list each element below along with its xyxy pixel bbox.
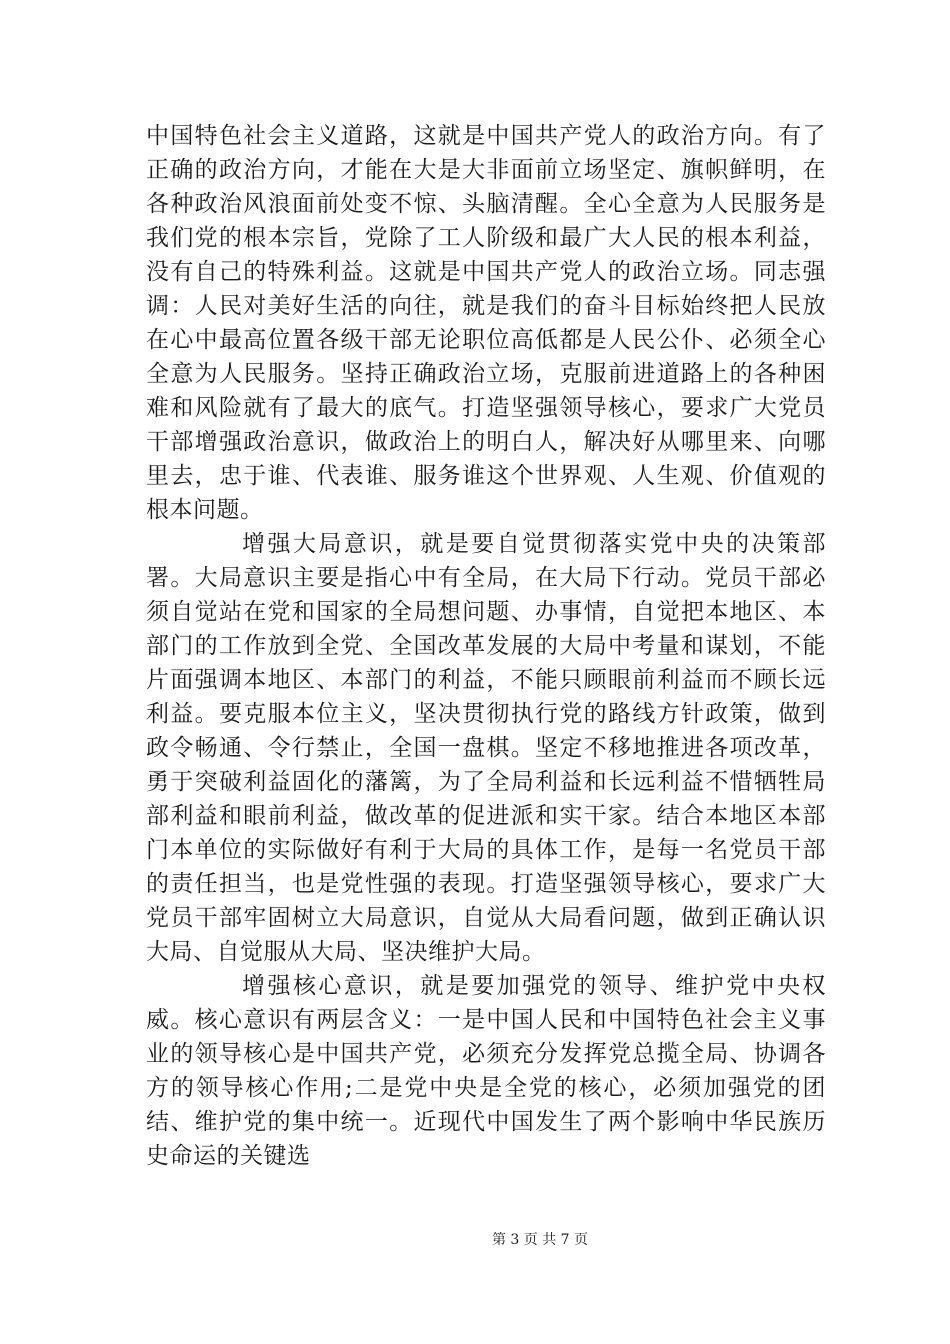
paragraph-core-awareness: 增强核心意识，就是要加强党的领导、维护党中央权威。核心意识有两层含义：一是中国人民和中国特色社会主义事业的领导核心是中国共产党，必须充分发挥党总揽全局、协调各方的领导核心作用;二是党中央是全党的核心，必须加强党的团结、维护党的集中统一。近现代中国发生了两个影响中华民族历史命运的关键选	[146, 973, 826, 1169]
paragraph-political-direction: 中国特色社会主义道路，这就是中国共产党人的政治方向。有了正确的政治方向，才能在大是大非面前立场坚定、旗帜鲜明，在各种政治风浪面前处变不惊、头脑清醒。全心全意为人民服务是我们党的根本宗旨，党除了工人阶级和最广大人民的根本利益，没有自己的特殊利益。这就是中国共产党人的政治立场。同志强调：人民对美好生活的向往，就是我们的奋斗目标始终把人民放在心中最高位置各级干部无论职位高低都是人民公仆、必须全心全意为人民服务。坚持正确政治立场，克服前进道路上的各种困难和风险就有了最大的底气。打造坚强领导核心，要求广大党员干部增强政治意识，做政治上的明白人，解决好从哪里来、向哪里去，忠于谁、代表谁、服务谁这个世界观、人生观、价值观的根本问题。	[146, 123, 826, 523]
document-body	[146, 119, 826, 1173]
page-number: 第 3 页 共 7 页	[491, 1232, 589, 1248]
paragraph-overall-situation: 增强大局意识，就是要自觉贯彻落实党中央的决策部署。大局意识主要是指心中有全局，在大局下行动。党员干部必须自觉站在党和国家的全局想问题、办事情，自觉把本地区、本部门的工作放到全党、全国改革发展的大局中考量和谋划，不能片面强调本地区、本部门的利益，不能只顾眼前利益而不顾长远利益。要克服本位主义，坚决贯彻执行党的路线方针政策，做到政令畅通、令行禁止，全国一盘棋。坚定不移地推进各项改革，勇于突破利益固化的藩篱，为了全局利益和长远利益不惜牺牲局部利益和眼前利益，做改革的促进派和实干家。结合本地区本部门本单位的实际做好有利于大局的具体工作，是每一名党员干部的责任担当，也是党性强的表现。打造坚强领导核心，要求广大党员干部牢固树立大局意识，自觉从大局看问题，做到正确认识大局、自觉服从大局、坚决维护大局。	[146, 531, 826, 965]
